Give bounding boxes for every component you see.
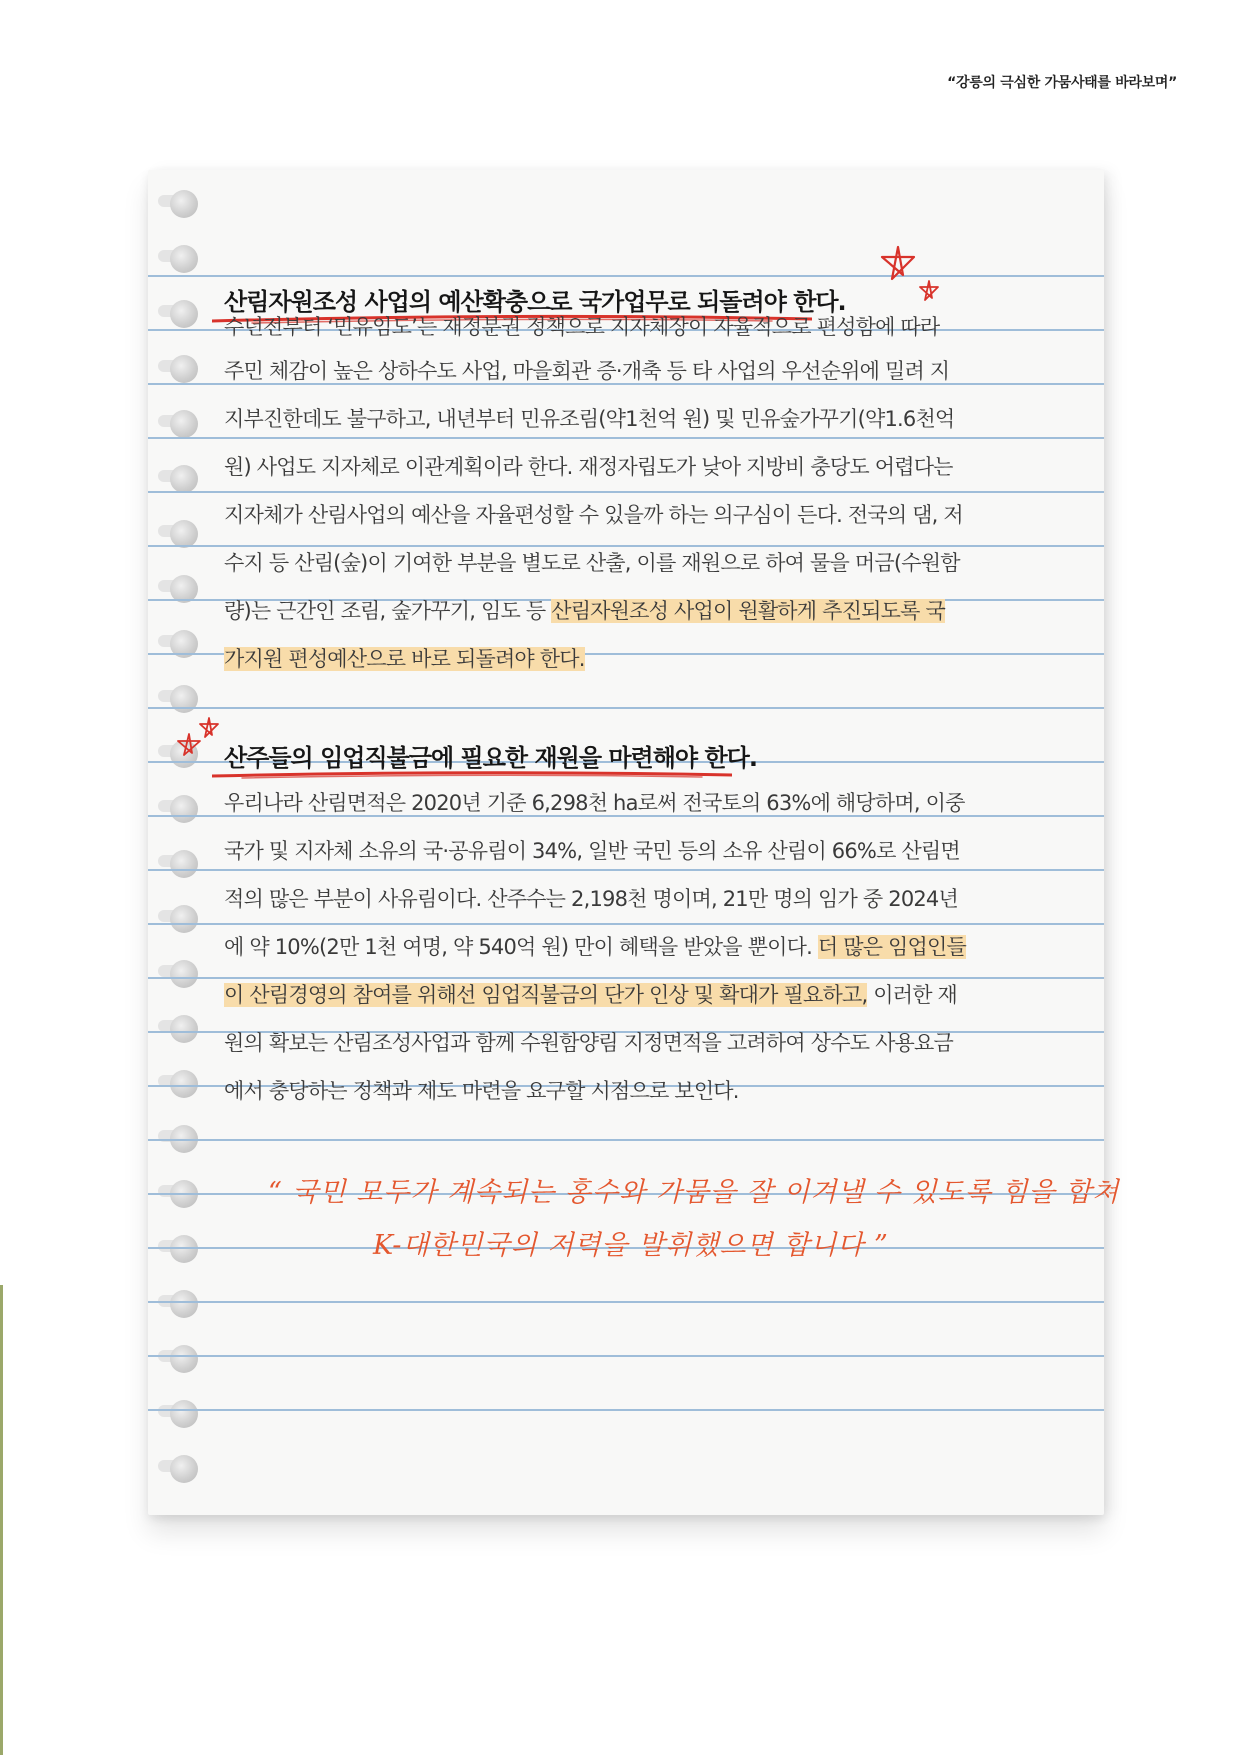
ruled-line [148,491,1104,493]
binder-hole [170,1070,198,1098]
section2-line: 우리나라 산림면적은 2020년 기준 6,298천 ha로써 전국토의 63%에 해당하며, 이중 [224,791,965,815]
ruled-line [148,1409,1104,1411]
binder-hole [170,1455,198,1483]
red-star-icon [918,280,940,302]
section1-line: 원) 사업도 지자체로 이관계획이라 한다. 재정자립도가 낮아 지방비 충당도 어렵다는 [224,455,953,479]
highlighted-text: 이 산림경영의 참여를 위해선 임업직불금의 단가 인상 및 확대가 필요하고, [224,983,868,1007]
section2-line: 적의 많은 부분이 사유림이다. 산주수는 2,198천 명이며, 21만 명의 임가 중 2024년 [224,887,958,911]
section2-line: 에 약 10%(2만 1천 여명, 약 540억 원) 만이 혜택을 받았을 뿐이다. 더 많은 임업인들 [224,935,966,959]
ruled-line [148,1301,1104,1303]
section1-line: 수년전부터 ‘민유임도’는 재정분권 정책으로 지자체장이 자율적으로 편성함에 따라 [224,315,940,339]
binder-hole [170,960,198,988]
binder-hole [170,245,198,273]
binder-hole [170,1400,198,1428]
highlighted-text: 산림자원조성 사업이 원활하게 추진되도록 국 [551,599,945,623]
section2-line: 국가 및 지자체 소유의 국·공유림이 34%, 일반 국민 등의 소유 산림이 66%로 산림면 [224,839,960,863]
highlighted-text: 더 많은 임업인들 [817,935,966,959]
section1-line: 수지 등 산림(숲)이 기여한 부분을 별도로 산출, 이를 재원으로 하여 물을 머금(수원함 [224,551,960,575]
binder-hole [170,300,198,328]
highlighted-text: 가지원 편성예산으로 바로 되돌려야 한다. [224,647,585,671]
section2-line: 원의 확보는 산림조성사업과 함께 수원함양림 지정면적을 고려하여 상수도 사용요금 [224,1031,954,1055]
ruled-line [148,923,1104,925]
quote-line-1: “ 국민 모두가 계속되는 홍수와 가뭄을 잘 이겨낼 수 있도록 힘을 합쳐 [268,1177,1120,1208]
binder-hole [170,410,198,438]
binder-hole [170,850,198,878]
binder-hole [170,795,198,823]
page-header-title: “강릉의 극심한 가뭄사태를 바라보며” [947,75,1177,91]
red-star-icon [878,245,918,283]
ruled-line [148,977,1104,979]
section2-line: 이 산림경영의 참여를 위해선 임업직불금의 단가 인상 및 확대가 필요하고, 이러한 재 [224,983,958,1007]
section1-line: 량)는 근간인 조림, 숲가꾸기, 임도 등 산림자원조성 사업이 원활하게 추진되도록 국 [224,599,945,623]
ruled-line [148,1139,1104,1141]
section1-heading: 산림자원조성 사업의 예산확충으로 국가업무로 되돌려야 한다. [224,288,846,316]
binder-hole [170,1235,198,1263]
binder-hole [170,1015,198,1043]
binder-hole [170,1290,198,1318]
binder-hole [170,520,198,548]
red-underline [212,768,732,782]
binder-hole [170,1345,198,1373]
binder-hole [170,190,198,218]
ruled-line [148,275,1104,277]
section1-line: 주민 체감이 높은 상하수도 사업, 마을회관 증·개축 등 타 사업의 우선순위에 밀려 지 [224,359,950,383]
section1-line: 지부진한데도 불구하고, 내년부터 민유조림(약1천억 원) 및 민유숲가꾸기(약1.6천억 [224,407,955,431]
notebook-paper [148,170,1120,1515]
binder-hole [170,905,198,933]
section2-heading: 산주들의 임업직불금에 필요한 재원을 마련해야 한다. [224,744,757,772]
ruled-line [148,869,1104,871]
red-star-icon [176,733,202,757]
ruled-line [148,437,1104,439]
binder-hole [170,355,198,383]
section2-line: 에서 충당하는 정책과 제도 마련을 요구할 시점으로 보인다. [224,1079,739,1103]
section1-line: 지자체가 산림사업의 예산을 자율편성할 수 있을까 하는 의구심이 든다. 전국의 댐, 저 [224,503,963,527]
ruled-line [148,545,1104,547]
section1-line [224,645,1066,673]
page-edge-line [0,1285,3,1755]
binder-hole [170,465,198,493]
ruled-line [148,707,1104,709]
ruled-line [148,1355,1104,1357]
quote-line-2: K-대한민국의 저력을 발휘했으면 합니다 ” [373,1230,889,1261]
